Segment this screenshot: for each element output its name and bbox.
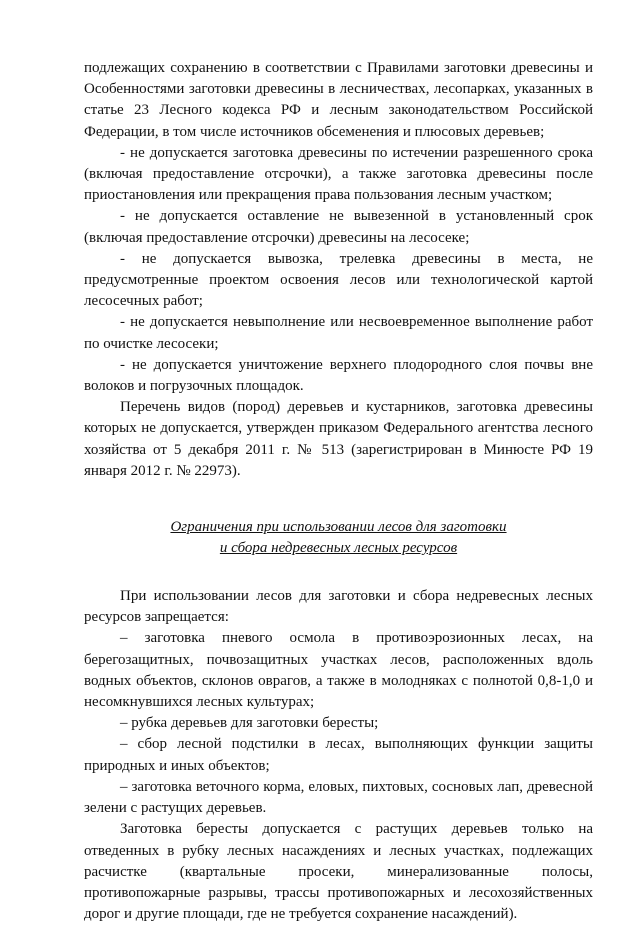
- list-item: - не допускается невыполнение или несвоевременное выполнение работ по очистке лесосеки;: [84, 314, 593, 352]
- section-heading-line-1: Ограничения при использовании лесов для заготовки: [170, 519, 507, 536]
- list-item: – рубка деревьев для заготовки бересты;: [120, 715, 379, 732]
- list-item: - не допускается вывозка, трелевка древесины в места, не предусмотренные проектом освоения лесов или технологической картой лесосечных работ;: [84, 250, 593, 310]
- list-item: - не допускается оставление не вывезенной в установленный срок (включая предоставление отсрочки) древесины на лесосеке;: [84, 208, 593, 246]
- section-heading-line-2: и сбора недревесных лесных ресурсов: [219, 540, 458, 557]
- list-item: - не допускается уничтожение верхнего плодородного слоя почвы вне волоков и погрузочных площадок.: [84, 356, 593, 395]
- list-item: - не допускается заготовка древесины по истечении разрешенного срока (включая предоставление отсрочки), а также заготовка древесины после приостановления или прекращения права пользования лесным участком;: [84, 144, 593, 204]
- list-item: – сбор лесной подстилки в лесах, выполняющих функции защиты природных и иных объектов;: [84, 736, 593, 774]
- paragraph-continuation: подлежащих сохранению в соответствии с Правилами заготовки древесины и Особенностями заготовки древесины в лесничествах, лесопарках, указанных в статье 23 Лесного кодекса РФ и лесным законодательством Российской Федерации, в том числе источников обсеменения и плюсовых деревьев;: [84, 60, 593, 140]
- paragraph: Заготовка бересты допускается с растущих деревьев только на отведенных в рубку лесных насаждениях и лесных участках, подлежащих расчистке (квартальные просеки, минерализованные полосы, противопожарные разрывы, трассы противопожарных и лесохозяйственных дорог и другие площади, где не требуется сохранение насаждений).: [84, 821, 593, 923]
- paragraph: Перечень видов (пород) деревьев и кустарников, заготовка древесины которых не допускается, утвержден приказом Федерального агентства лесного хозяйства от 5 декабря 2011 г. № 513 (зарегистрирован в Минюсте РФ 19 января 2012 г. № 22973).: [84, 399, 593, 479]
- paragraph: При использовании лесов для заготовки и сбора недревесных лесных ресурсов запрещается:: [84, 588, 593, 626]
- section-body: [84, 586, 593, 925]
- list-item: – заготовка веточного корма, еловых, пихтовых, сосновых лап, древесной зелени с растущих деревьев.: [84, 778, 593, 817]
- list-item: – заготовка пневого осмола в противоэрозионных лесах, на берегозащитных, почвозащитных участках лесов, расположенных вдоль водных объектов, склонов оврагов, а также в молодняках с полнотой 0,8-1,0 и несомкнувшихся лесных культурах;: [84, 630, 593, 711]
- section-heading: [84, 517, 593, 559]
